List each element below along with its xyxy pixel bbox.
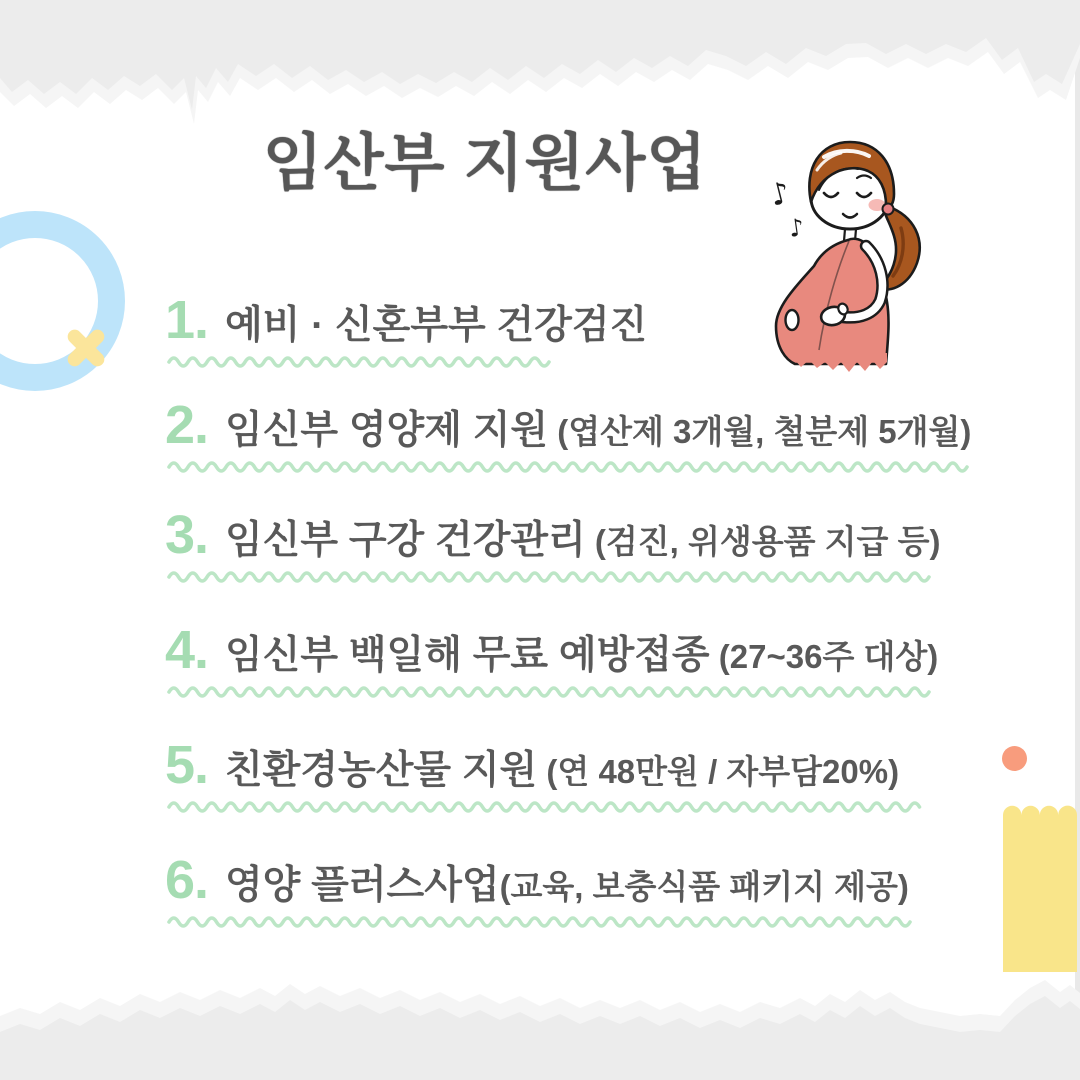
wavy-underline — [167, 569, 935, 585]
hair-tie — [883, 204, 894, 215]
wavy-underline — [167, 354, 555, 370]
list-item — [165, 618, 938, 689]
wavy-underline — [167, 459, 975, 475]
orange-dot-shape — [1002, 746, 1027, 771]
page-title: 임산부 지원사업 — [262, 129, 708, 198]
torn-edge-top-gray — [0, 0, 1080, 110]
item-number: 6. — [165, 850, 209, 910]
list-item — [165, 288, 647, 359]
torn-edge-bottom-gray — [0, 996, 1080, 1080]
item-number: 3. — [165, 505, 209, 565]
pregnant-woman-illustration — [753, 110, 943, 388]
item-subtext: (연 48만원 / 자부담20%) — [537, 753, 900, 790]
torn-edge-top-light — [0, 0, 1080, 124]
wavy-underline — [167, 799, 923, 815]
item-subtext: (교육, 보충식품 패키지 제공) — [499, 868, 909, 905]
other-hand — [786, 310, 799, 330]
item-text: 임신부 영양제 지원 (엽산제 3개월, 철분제 5개월) — [225, 409, 972, 452]
wavy-underline — [167, 914, 915, 930]
item-subtext: (검진, 위생용품 지급 등) — [585, 523, 941, 560]
item-text: 예비 · 신혼부부 건강검진 — [225, 304, 648, 347]
music-note-icon: ♪ — [766, 175, 794, 214]
item-number: 5. — [165, 735, 209, 795]
music-note-icon: ♪ — [786, 213, 807, 243]
item-subtext: (27~36주 대상) — [709, 638, 939, 675]
list-item — [165, 848, 909, 919]
torn-edge-bottom-light — [0, 980, 1080, 1080]
list-item — [165, 393, 971, 464]
item-text: 친환경농산물 지원 (연 48만원 / 자부담20%) — [225, 749, 900, 792]
item-number: 1. — [165, 290, 209, 350]
list-item — [165, 503, 940, 574]
item-text: 영양 플러스사업(교육, 보충식품 패키지 제공) — [225, 864, 909, 907]
yellow-scalloped-tag — [1003, 805, 1077, 972]
item-subtext: (엽산제 3개월, 철분제 5개월) — [548, 413, 972, 450]
wavy-underline — [167, 684, 939, 700]
item-text: 임신부 구강 건강관리 (검진, 위생용품 지급 등) — [225, 519, 941, 562]
item-number: 4. — [165, 620, 209, 680]
item-text: 임신부 백일해 무료 예방접종 (27~36주 대상) — [225, 634, 939, 677]
list-item — [165, 733, 899, 804]
item-number: 2. — [165, 395, 209, 455]
blue-ring-shape — [0, 211, 125, 391]
